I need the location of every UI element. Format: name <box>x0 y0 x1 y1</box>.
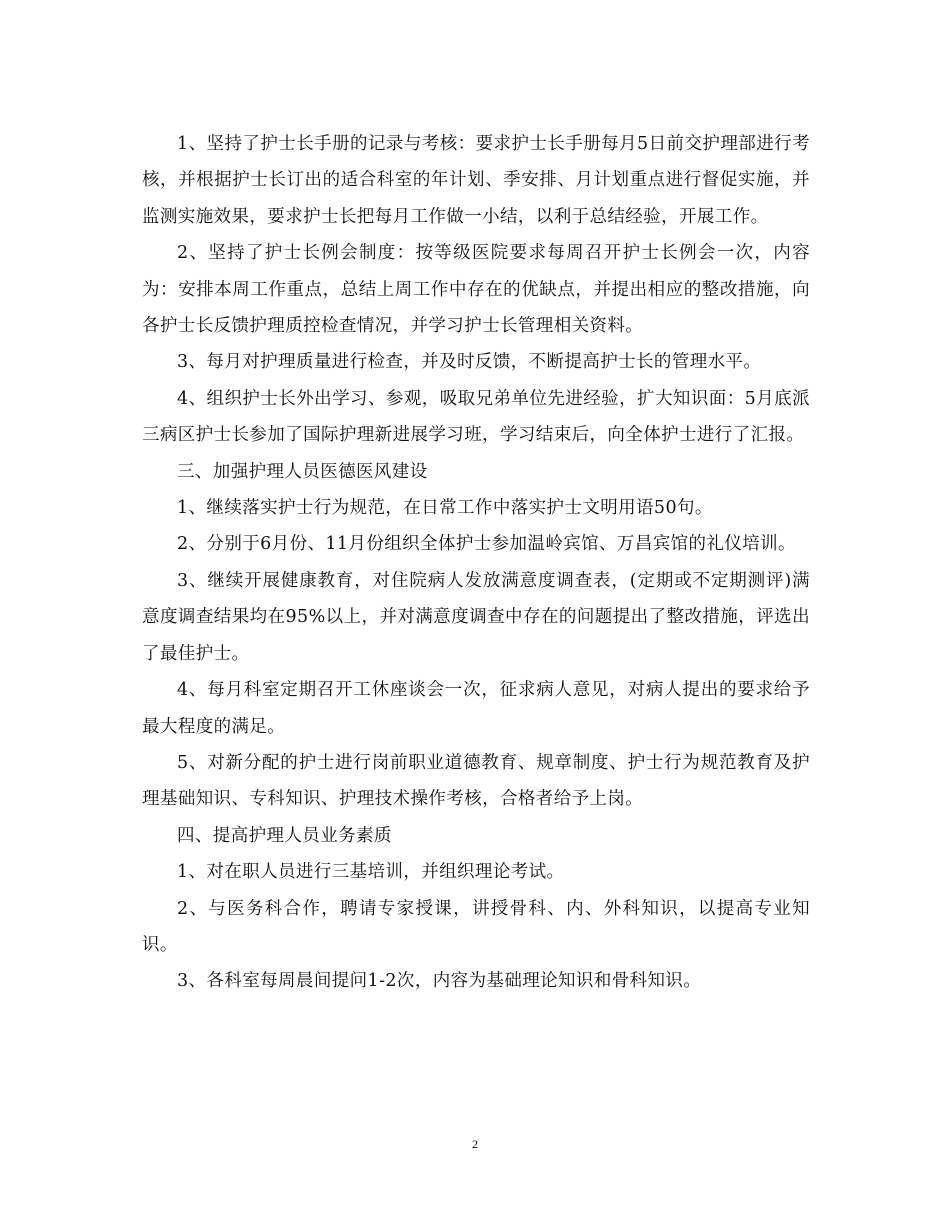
paragraph-expert-lectures: 2、与医务科合作，聘请专家授课，讲授骨科、内、外科知识，以提高专业知识。 <box>142 898 810 955</box>
document-body <box>142 126 810 1000</box>
paragraph-health-education: 3、继续开展健康教育，对住院病人发放满意度调查表，(定期或不定期测评)满意度调查结果均在95%以上，并对满意度调查中存在的问题提出了整改措施，评选出了最佳护士。 <box>142 570 810 664</box>
paragraph-etiquette-training: 2、分别于6月份、11月份组织全体护士参加温岭宾馆、万昌宾馆的礼仪培训。 <box>177 534 796 555</box>
paragraph-external-study: 4、组织护士长外出学习、参观，吸取兄弟单位先进经验，扩大知识面：5月底派三病区护士长参加了国际护理新进展学习班，学习结束后，向全体护士进行了汇报。 <box>142 388 810 446</box>
paragraph-monthly-quality-check: 3、每月对护理质量进行检查，并及时反馈，不断提高护士长的管理水平。 <box>177 352 762 373</box>
paragraph-morning-questions: 3、各科室每周晨间提问1-2次，内容为基础理论知识和骨科知识。 <box>177 971 702 992</box>
paragraph-new-nurse-training: 5、对新分配的护士进行岗前职业道德教育、规章制度、护士行为规范教育及护理基础知识、专科知识、护理技术操作考核，合格者给予上岗。 <box>142 752 810 810</box>
paragraph-head-nurse-meeting: 2、坚持了护士长例会制度：按等级医院要求每周召开护士长例会一次，内容为：安排本周工作重点，总结上周工作中存在的优缺点，并提出相应的整改措施，向各护士长反馈护理质控检查情况，并学习护士长管理相关资料。 <box>142 243 810 337</box>
section-heading-ethics: 三、加强护理人员医德医风建设 <box>177 461 428 482</box>
section-heading-skills: 四、提高护理人员业务素质 <box>177 825 392 846</box>
paragraph-head-nurse-handbook: 1、坚持了护士长手册的记录与考核：要求护士长手册每月5日前交护理部进行考核，并根据护士长订出的适合科室的年计划、季安排、月计划重点进行督促实施，并监测实施效果，要求护士长把每月工作做一小结，以利于总结经验，开展工作。 <box>142 134 810 227</box>
paragraph-basic-training: 1、对在职人员进行三基培训，并组织理论考试。 <box>177 862 565 883</box>
page-number: 2 <box>472 1137 478 1151</box>
paragraph-behavior-norms: 1、继续落实护士行为规范，在日常工作中落实护士文明用语50句。 <box>177 498 713 519</box>
paragraph-patient-forum: 4、每月科室定期召开工休座谈会一次，征求病人意见，对病人提出的要求给予最大程度的满足。 <box>142 680 810 737</box>
